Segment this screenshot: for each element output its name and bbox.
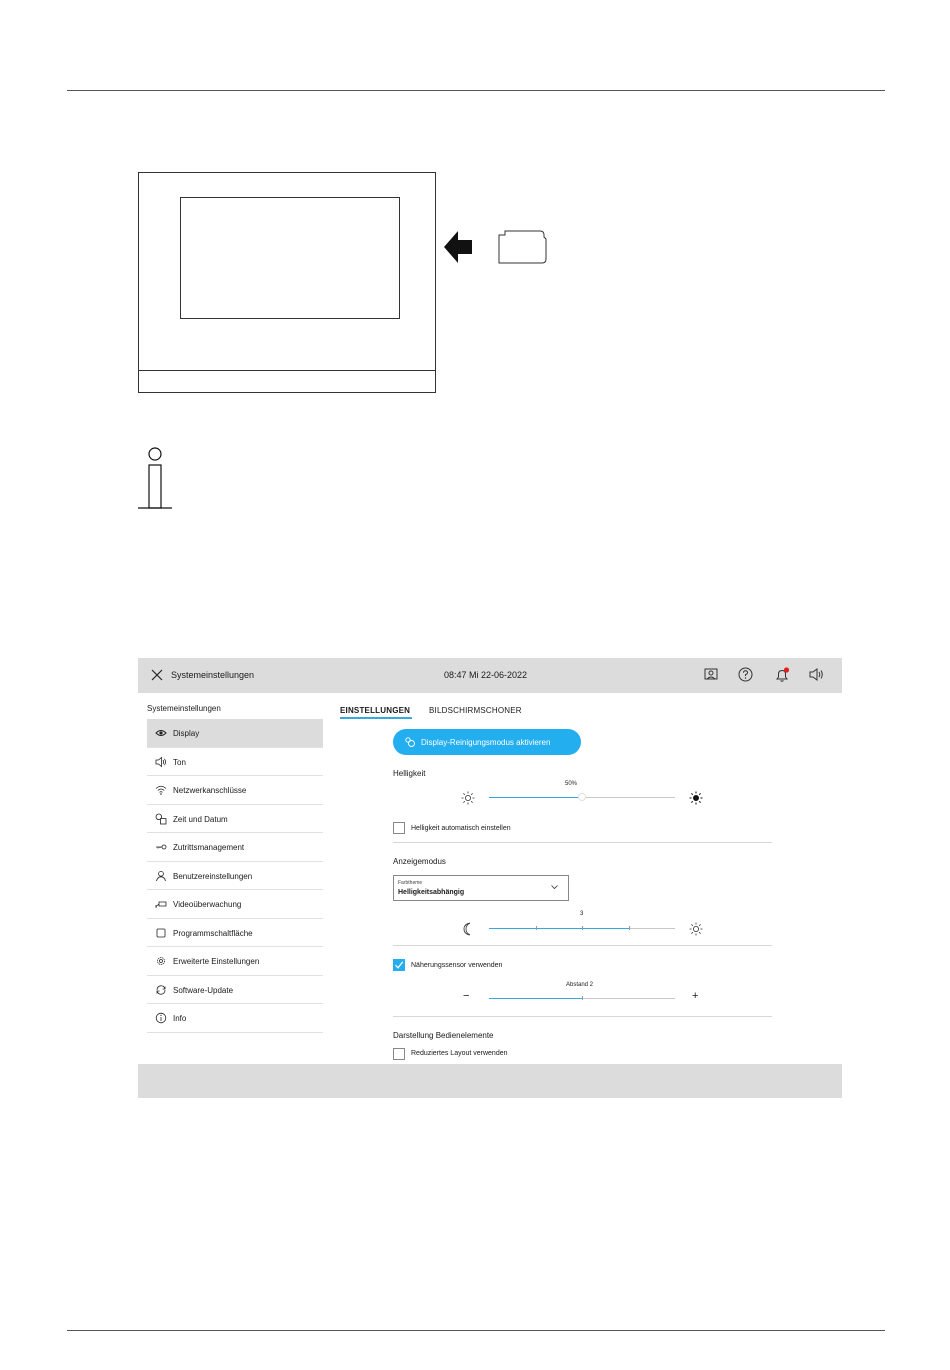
- sidebar-item-programm[interactable]: [147, 919, 323, 948]
- display-level-tick: [536, 926, 537, 930]
- active-tab-indicator: [340, 717, 412, 719]
- brightness-label: Helligkeit: [393, 769, 426, 778]
- refresh-icon: [155, 984, 167, 996]
- color-theme-caption: Farbtheme: [398, 880, 423, 886]
- section-divider: [393, 945, 772, 946]
- section-divider: [393, 1016, 772, 1017]
- auto-brightness-label: Helligkeit automatisch einstellen: [411, 825, 511, 832]
- window-title: Systemeinstellungen: [171, 670, 255, 680]
- controls-appearance-label: Darstellung Bedienelemente: [393, 1031, 494, 1040]
- clock-calendar-icon: [155, 813, 167, 825]
- color-theme-value: Helligkeitsabhängig: [398, 889, 465, 896]
- user-icon: [155, 870, 167, 882]
- brightness-value: 50%: [565, 781, 578, 787]
- device-screen: [180, 197, 400, 319]
- proximity-checkbox[interactable]: [393, 959, 405, 971]
- sidebar-item-label: Netzwerkanschlüsse: [173, 786, 247, 795]
- system-settings-screen: [138, 658, 842, 1098]
- sun-outline-icon: [689, 922, 703, 936]
- gear-icon: [155, 955, 167, 967]
- picture-icon[interactable]: [704, 667, 718, 681]
- sd-card-icon: [498, 229, 548, 265]
- sidebar-item-netzwerk[interactable]: [147, 776, 323, 805]
- auto-brightness-checkbox[interactable]: [393, 822, 405, 834]
- color-theme-select[interactable]: [393, 875, 569, 901]
- sidebar-item-label: Zutrittsmanagement: [173, 843, 245, 852]
- clock-date: 08:47 Mi 22-06-2022: [444, 670, 528, 680]
- moon-icon: [462, 922, 474, 936]
- brightness-slider-fill: [489, 797, 582, 798]
- arrow-left-icon: [444, 229, 474, 265]
- sidebar-heading: Systemeinstellungen: [147, 704, 221, 713]
- sidebar-item-label: Info: [173, 1014, 187, 1023]
- display-level-tick: [629, 926, 630, 930]
- sidebar-item-label: Benutzereinstellungen: [173, 871, 253, 881]
- tab-einstellungen[interactable]: EINSTELLUNGEN: [340, 706, 411, 715]
- sidebar-item-zeit-datum[interactable]: [147, 805, 323, 834]
- square-icon: [155, 927, 167, 939]
- footer-rule: [67, 1330, 885, 1331]
- speaker-icon: [155, 756, 167, 768]
- eye-icon: [155, 727, 167, 739]
- display-cleaning-button[interactable]: [393, 729, 581, 755]
- bottom-bar: [138, 1064, 842, 1098]
- section-divider: [393, 842, 772, 843]
- proximity-label: Näherungssensor verwenden: [411, 962, 503, 969]
- header-rule: [67, 90, 885, 91]
- sidebar-item-erweitert[interactable]: [147, 947, 323, 976]
- sidebar-item-info[interactable]: [147, 1004, 323, 1033]
- wifi-icon: [155, 784, 167, 796]
- sidebar-item-ton[interactable]: [147, 748, 323, 777]
- display-mode-label: Anzeigemodus: [393, 857, 446, 866]
- sidebar-item-label: Display: [173, 729, 200, 738]
- sidebar-item-label: Zeit und Datum: [173, 814, 228, 824]
- sidebar-item-benutzer[interactable]: [147, 862, 323, 891]
- distance-value: Abstand 2: [566, 982, 594, 988]
- distance-increase-button[interactable]: +: [692, 990, 699, 1002]
- sun-filled-icon: [689, 791, 703, 805]
- bell-icon[interactable]: [774, 667, 790, 683]
- sidebar-item-zutritt[interactable]: [147, 833, 323, 862]
- sidebar-item-label: Software-Update: [173, 985, 234, 995]
- chevron-down-icon: [551, 885, 558, 890]
- distance-slider-fill: [489, 998, 582, 999]
- reduced-layout-checkbox[interactable]: [393, 1048, 405, 1060]
- display-cleaning-label: Display-Reinigungsmodus aktivieren: [421, 738, 551, 747]
- sidebar-item-video[interactable]: [147, 890, 323, 919]
- sun-outline-icon: [461, 791, 475, 805]
- sidebar-item-display[interactable]: [147, 719, 323, 748]
- display-level-fill: [489, 928, 629, 929]
- device-bottom-edge: [139, 370, 435, 371]
- cleaning-icon: [404, 736, 416, 748]
- sidebar-item-label: Videoüberwachung: [173, 900, 242, 909]
- info-icon: [155, 1012, 167, 1024]
- help-icon[interactable]: [738, 667, 753, 682]
- sidebar-item-label: Erweiterte Einstellungen: [173, 957, 260, 966]
- checkmark-icon: [394, 960, 404, 970]
- top-bar: [138, 658, 842, 693]
- sidebar-item-label: Programmschaltfläche: [173, 928, 253, 938]
- device-illustration: [138, 172, 436, 393]
- distance-slider-handle[interactable]: [582, 996, 583, 1000]
- sidebar-item-label: Ton: [173, 757, 186, 767]
- display-level-value: 3: [580, 911, 584, 917]
- info-marker-icon: [138, 446, 174, 510]
- distance-decrease-button[interactable]: −: [463, 990, 470, 1002]
- tab-bildschirmschoner[interactable]: BILDSCHIRMSCHONER: [429, 706, 522, 715]
- speaker-icon[interactable]: [808, 667, 824, 682]
- close-icon[interactable]: [151, 669, 163, 681]
- key-icon: [155, 841, 167, 853]
- reduced-layout-label: Reduziertes Layout verwenden: [411, 1050, 508, 1057]
- sidebar-menu: [147, 719, 323, 1033]
- display-level-tick: [582, 926, 583, 930]
- camera-icon: [155, 898, 167, 910]
- sidebar-item-software-update[interactable]: [147, 976, 323, 1005]
- brightness-slider-handle[interactable]: [578, 793, 586, 801]
